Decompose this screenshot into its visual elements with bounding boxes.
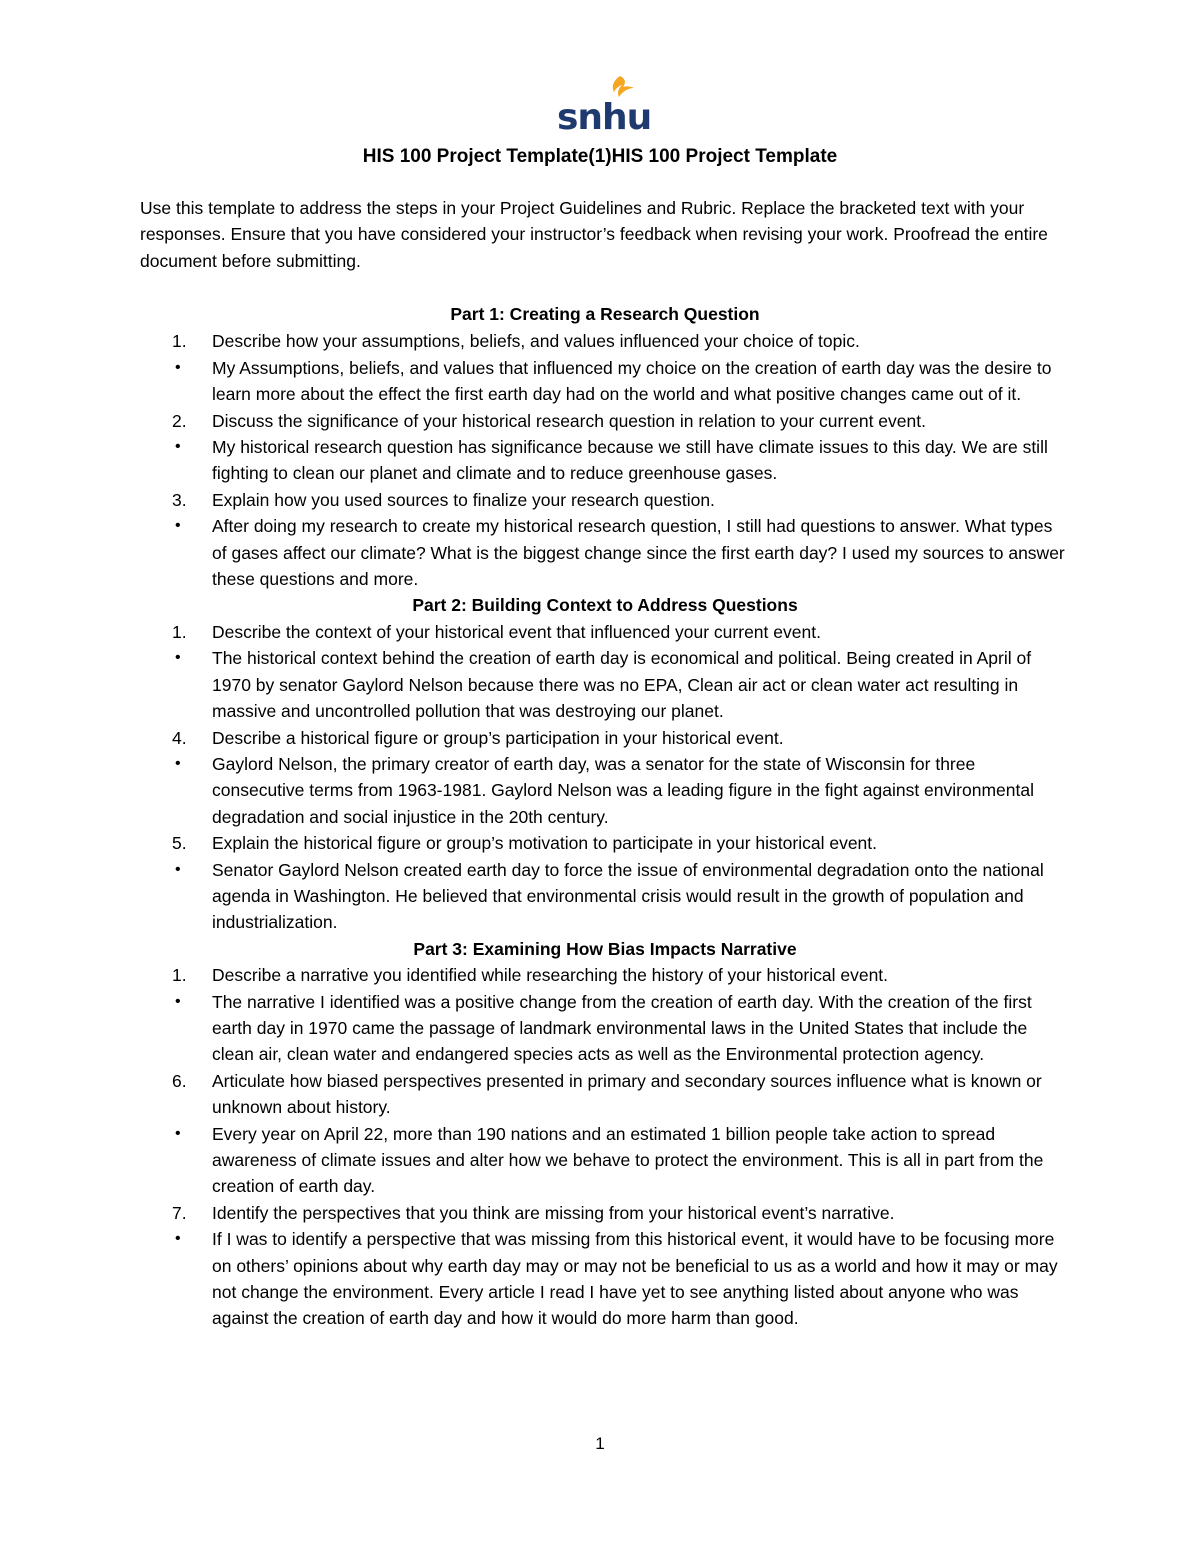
list-item (140, 1068, 1070, 1121)
list-item (140, 751, 1070, 830)
part-heading: Part 2: Building Context to Address Questions (412, 595, 798, 616)
list-item (140, 1121, 1070, 1200)
flame-icon (613, 76, 634, 97)
list-item (140, 962, 1070, 988)
list-item (140, 645, 1070, 724)
list-item-text: Identify the perspectives that you think are missing from your historical event’s narrative. (212, 1202, 895, 1223)
bullet-marker: • (175, 1230, 181, 1248)
bullet-marker: • (175, 754, 181, 772)
list-item-text: Describe how your assumptions, beliefs, and values influenced your choice of topic. (212, 331, 860, 352)
list-marker: 7. (172, 1202, 187, 1223)
document-body (140, 301, 1070, 1332)
list-item (140, 1226, 1070, 1332)
list-item (140, 1200, 1070, 1226)
svg-text:snhu: snhu (557, 97, 652, 138)
part-heading: Part 1: Creating a Research Question (450, 304, 760, 324)
bullet-marker: • (175, 517, 181, 535)
list-item (140, 408, 1070, 434)
list-item-text: Explain the historical figure or group’s motivation to participate in your historical event. (212, 833, 878, 854)
list-marker: 5. (172, 833, 187, 854)
list-item (140, 487, 1070, 513)
list-marker: 1. (172, 965, 187, 986)
snhu-logo (556, 74, 652, 138)
list-marker: 1. (172, 331, 187, 352)
list-item (140, 328, 1070, 354)
list-item-text: Articulate how biased perspectives presented in primary and secondary sources influence what is known or unknown about history. (212, 1070, 1042, 1118)
list-item-text: The historical context behind the creation of earth day is economical and political. Being created in April of 1970 by senator Gaylord Nelson because there was no EPA, Clean air act or clean water act resulting in massive and uncontrolled pollution that was destroying our planet. (212, 648, 1032, 722)
list-item-text: Describe a narrative you identified while researching the history of your historical event. (212, 965, 889, 986)
list-item (140, 857, 1070, 936)
bullet-marker: • (175, 358, 181, 376)
list-item-text: If I was to identify a perspective that was missing from this historical event, it would have to be focusing more on others’ opinions about why earth day may or may not be beneficial to us as a world and how it may or may not change the environment. Every article I read I have yet to see anything listed about anyone who was against the creation of earth day and how it would do more harm than good. (212, 1229, 1058, 1329)
list-item-text: My Assumptions, beliefs, and values that influenced my choice on the creation of earth day was the desire to learn more about the effect the first earth day had on the world and what positive changes came out of it. (212, 357, 1052, 405)
list-item (140, 725, 1070, 751)
list-item (140, 434, 1070, 487)
list-item-text: Gaylord Nelson, the primary creator of earth day, was a senator for the state of Wisconsin for three consecutive terms from 1963-1981. Gaylord Nelson was a leading figure in the fight against environmental degradation and social injustice in the 20th century. (212, 753, 1034, 827)
part-heading: Part 3: Examining How Bias Impacts Narrative (413, 938, 797, 959)
list-item (140, 989, 1070, 1068)
bullet-marker: • (175, 1124, 181, 1142)
list-marker: 2. (172, 410, 187, 431)
bullet-marker: • (175, 649, 181, 667)
page-number: 1 (595, 1434, 605, 1453)
list-marker: 6. (172, 1070, 187, 1091)
list-item (140, 619, 1070, 645)
list-item-text: Describe the context of your historical event that influenced your current event. (212, 621, 821, 642)
list-item-text: Discuss the significance of your historical research question in relation to your current event. (212, 410, 926, 431)
document-title: HIS 100 Project Template(1)HIS 100 Project Template (362, 146, 838, 167)
list-item-text: Explain how you used sources to finalize your research question. (212, 489, 715, 510)
bullet-marker: • (175, 992, 181, 1010)
intro-paragraph: Use this template to address the steps in your Project Guidelines and Rubric. Replace the bracketed text with your responses. Ensure that you have considered your instructor’s feedback when revising your work. Proofread the entire document before submitting. (140, 198, 1048, 271)
list-item (140, 830, 1070, 856)
list-item-text: The narrative I identified was a positive change from the creation of earth day. With the creation of the first earth day in 1970 came the passage of landmark environmental laws in the United States that include the clean air, clean water and endangered species acts as well as the Environmental protection agency. (212, 991, 1032, 1065)
bullet-marker: • (175, 860, 181, 878)
list-marker: 4. (172, 727, 187, 748)
bullet-marker: • (175, 438, 181, 456)
list-item (140, 513, 1070, 592)
list-item-text: Describe a historical figure or group’s participation in your historical event. (212, 727, 784, 748)
list-item-text: After doing my research to create my historical research question, I still had questions to answer. What types of gases affect our climate? What is the biggest change since the first earth day? I used my sources to answer these questions and more. (212, 516, 1065, 590)
list-item-text: My historical research question has significance because we still have climate issues to this day. We are still fighting to clean our planet and climate and to reduce greenhouse gases. (212, 437, 1048, 484)
list-marker: 1. (172, 621, 187, 642)
list-item (140, 355, 1070, 408)
list-item-text: Senator Gaylord Nelson created earth day to force the issue of environmental degradation onto the national agenda in Washington. He believed that environmental crisis would result in the growth of population and industrialization. (212, 859, 1044, 933)
list-marker: 3. (172, 489, 187, 510)
list-item-text: Every year on April 22, more than 190 nations and an estimated 1 billion people take action to spread awareness of climate issues and alter how we behave to protect the environment. This is all in part from the creation of earth day. (212, 1123, 1044, 1197)
